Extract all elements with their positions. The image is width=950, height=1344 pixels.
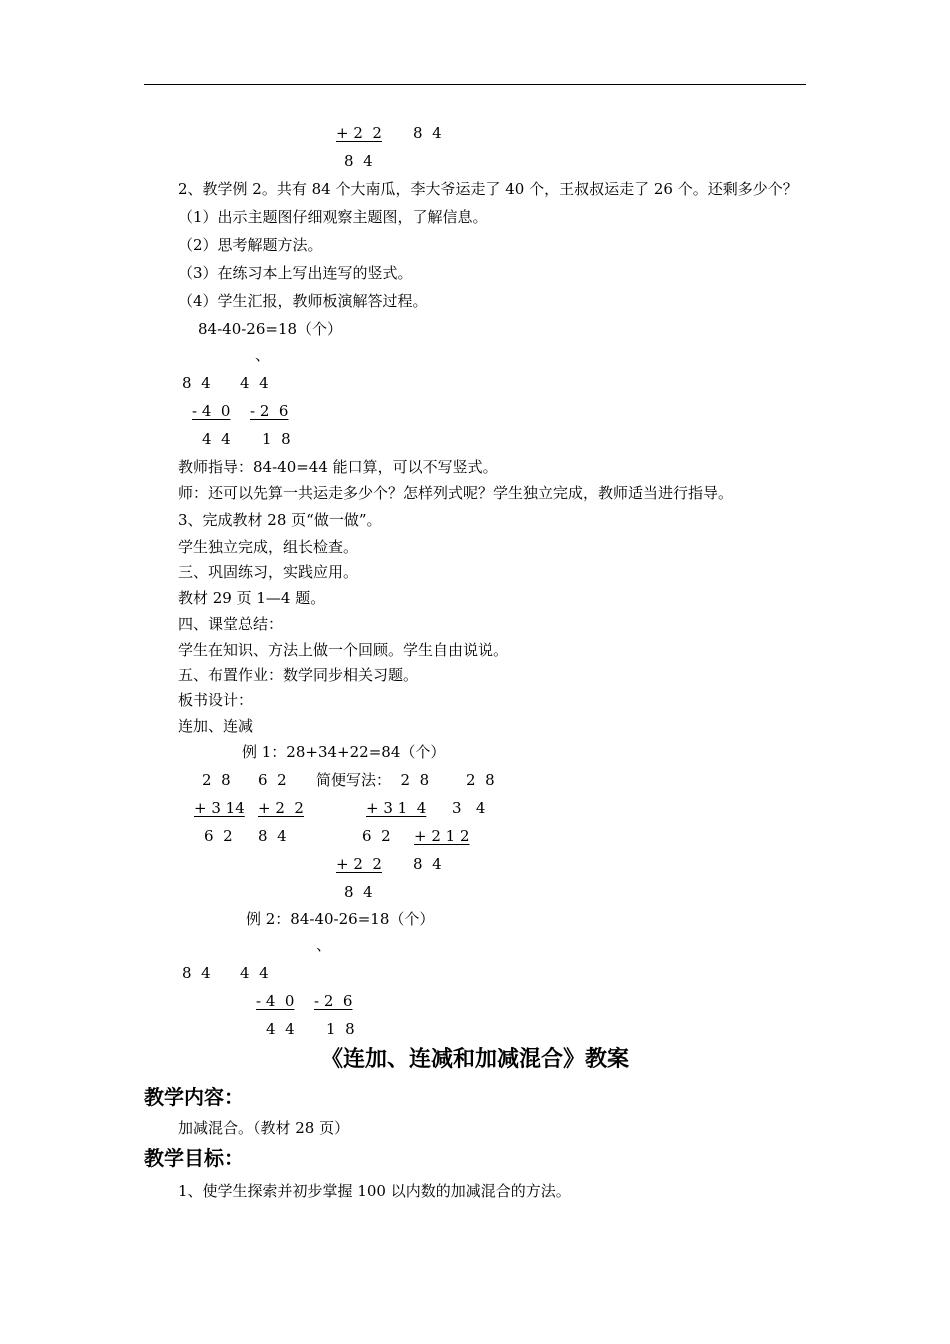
- mark: 、: [316, 936, 332, 954]
- paragraph: 3、完成教材 28 页“做一做”。: [178, 511, 382, 529]
- vertical-calc-result: 8 4: [258, 827, 287, 845]
- paragraph: 板书设计：: [178, 691, 254, 709]
- mark: 、: [255, 346, 271, 364]
- vertical-calc-addend: + 2 2: [336, 124, 382, 142]
- equation: 84-40-26=18（个）: [198, 320, 343, 338]
- vertical-calc-operand: 2 8: [202, 771, 231, 789]
- paragraph: 2、教学例 2。共有 84 个大南瓜，李大爷运走了 40 个，王叔叔运走了 26 个。还剩多少个？: [178, 180, 798, 198]
- vertical-calc-result: 8 4: [344, 883, 373, 901]
- paragraph: 连加、连减: [178, 717, 254, 735]
- paragraph: （4）学生汇报，教师板演解答过程。: [178, 292, 428, 310]
- vertical-calc-addend: + 3 14: [194, 799, 245, 817]
- paragraph: 五、布置作业：数学同步相关习题。: [178, 666, 419, 684]
- vertical-calc-addend: + 2 2: [258, 799, 304, 817]
- section-heading: 教学内容：: [144, 1085, 244, 1109]
- vertical-calc-operand: 4 4: [240, 964, 269, 982]
- paragraph: 教材 29 页 1—4 题。: [178, 589, 326, 607]
- vertical-calc-operand: 6 2: [258, 771, 287, 789]
- vertical-calc-result: 4 4: [202, 430, 231, 448]
- vertical-calc-subtrahend: - 2 6: [250, 402, 289, 420]
- paragraph: （1）出示主题图仔细观察主题图，了解信息。: [178, 208, 488, 226]
- document-title: 《连加、连减和加减混合》教案: [320, 1047, 629, 1072]
- vertical-calc-operand: 8 4: [182, 964, 211, 982]
- header-rule: [144, 84, 806, 85]
- paragraph: 1、使学生探索并初步掌握 100 以内数的加减混合的方法。: [178, 1182, 571, 1200]
- section-heading: 教学目标：: [144, 1146, 244, 1170]
- paragraph: 学生在知识、方法上做一个回顾。学生自由说说。: [178, 641, 509, 659]
- equation: 例 2：84-40-26=18（个）: [246, 910, 435, 928]
- paragraph: 师：还可以先算一共运走多少个？怎样列式呢？学生独立完成，教师适当进行指导。: [178, 484, 734, 502]
- vertical-calc-result: 1 8: [326, 1020, 355, 1038]
- vertical-calc-label: 简便写法： 2 8: [316, 771, 430, 789]
- vertical-calc-result: 8 4: [344, 152, 373, 170]
- vertical-calc-result: 6 2: [362, 827, 391, 845]
- vertical-calc-addend: + 3 1 4: [366, 799, 427, 817]
- vertical-calc-result: 8 4: [413, 124, 442, 142]
- vertical-calc-operand: 8 4: [182, 374, 211, 392]
- paragraph: 四、课堂总结：: [178, 615, 284, 633]
- paragraph: 学生独立完成，组长检查。: [178, 538, 359, 556]
- equation: 例 1：28+34+22=84（个）: [242, 743, 446, 761]
- vertical-calc-result: 6 2: [204, 827, 233, 845]
- paragraph: （3）在练习本上写出连写的竖式。: [178, 264, 413, 282]
- vertical-calc-addend: + 2 1 2: [414, 827, 470, 845]
- vertical-calc-operand: 2 8: [466, 771, 495, 789]
- paragraph: （2）思考解题方法。: [178, 236, 323, 254]
- vertical-calc-subtrahend: - 2 6: [314, 992, 353, 1010]
- paragraph: 加减混合。（教材 28 页）: [178, 1119, 350, 1137]
- vertical-calc-subtrahend: - 4 0: [256, 992, 295, 1010]
- vertical-calc-result: 8 4: [413, 855, 442, 873]
- vertical-calc-result: 4 4: [266, 1020, 295, 1038]
- vertical-calc-operand: 3 4: [452, 799, 486, 817]
- vertical-calc-operand: 4 4: [240, 374, 269, 392]
- paragraph: 教师指导：84-40=44 能口算，可以不写竖式。: [178, 458, 498, 476]
- paragraph: 三、巩固练习，实践应用。: [178, 563, 359, 581]
- vertical-calc-result: 1 8: [262, 430, 291, 448]
- vertical-calc-addend: + 2 2: [336, 855, 382, 873]
- vertical-calc-subtrahend: - 4 0: [192, 402, 231, 420]
